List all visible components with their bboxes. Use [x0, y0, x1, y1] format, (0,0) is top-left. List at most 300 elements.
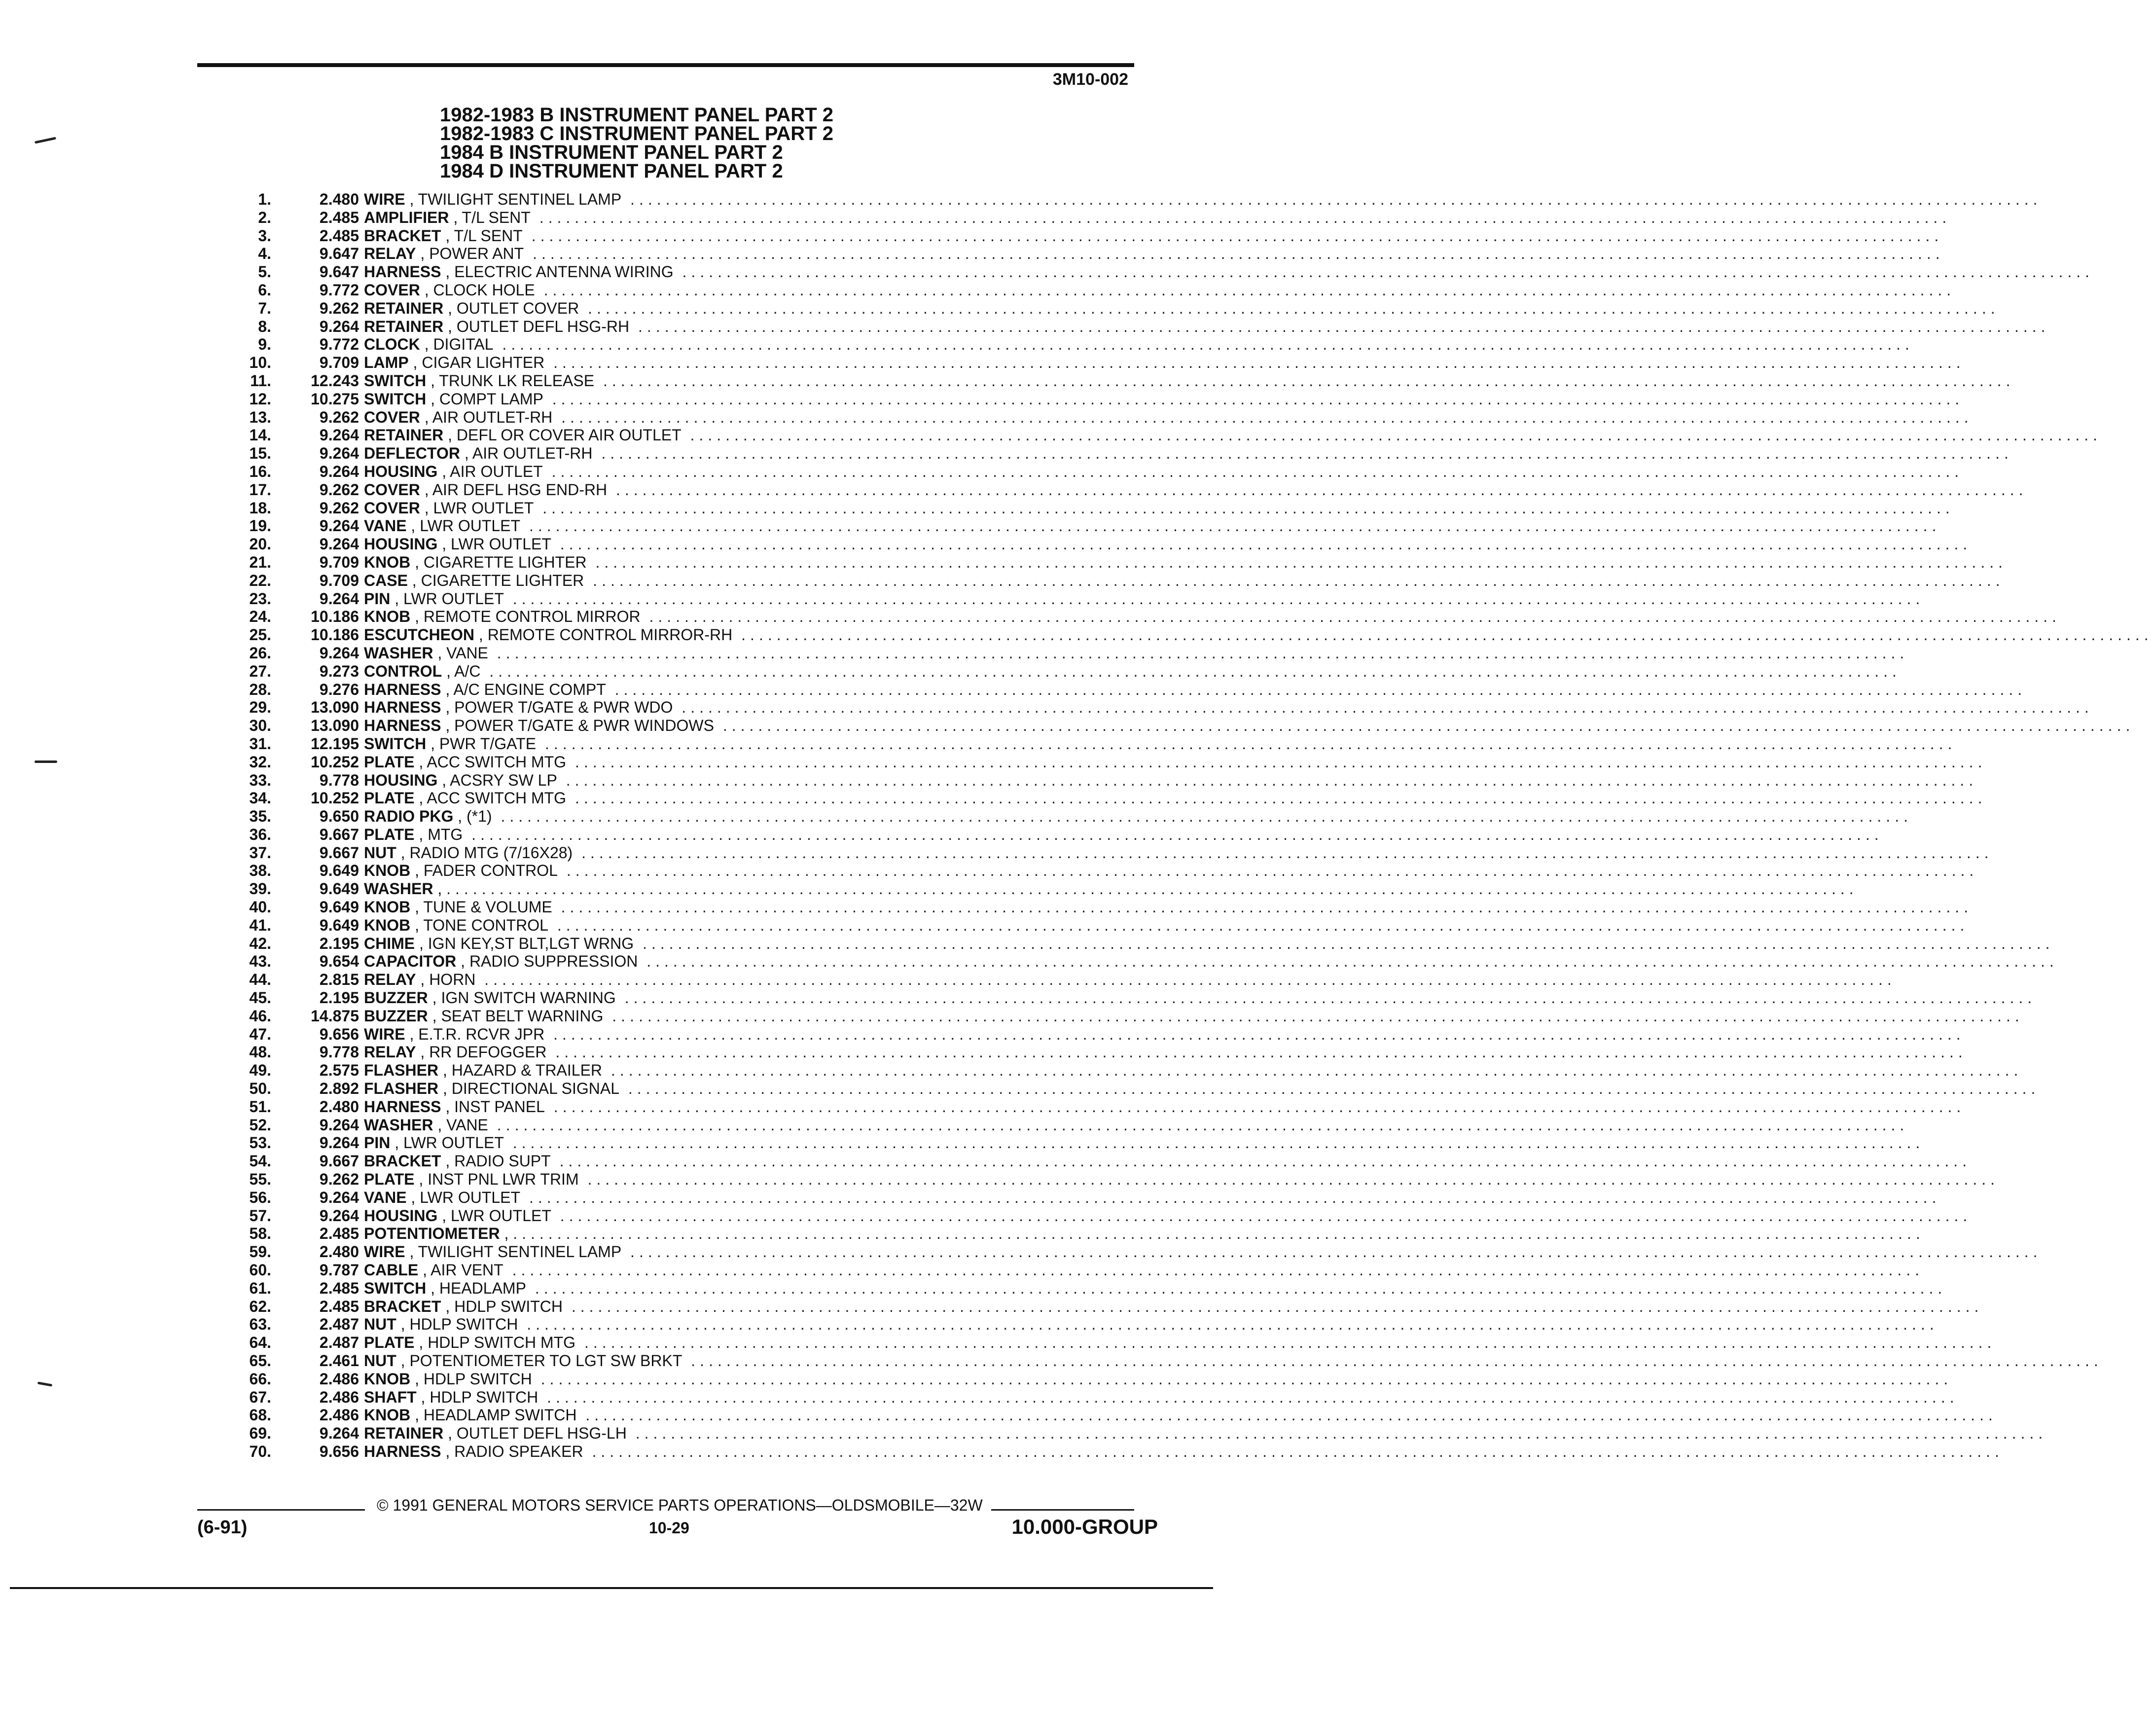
part-description: VANE , LWR OUTLET ................................................................................................................................................................: [364, 1188, 1941, 1206]
group-number: 10.252: [311, 753, 359, 771]
part-name: HARNESS: [364, 1442, 441, 1460]
part-name: SWITCH: [364, 1279, 427, 1297]
part-detail: HDLP SWITCH: [454, 1297, 563, 1315]
leader-dots: ................................................................................................................................................................: [621, 1243, 2042, 1261]
page-title-block: [440, 106, 833, 181]
group-number: 9.778: [319, 771, 359, 789]
item-number: 32.: [249, 753, 271, 771]
item-number: 3.: [258, 226, 271, 245]
leader-dots: ................................................................................................................................................................: [573, 843, 1993, 862]
page-title: 1984 D INSTRUMENT PANEL PART 2: [440, 160, 783, 182]
part-description: WASHER , VANE ................................................................................................................................................................: [364, 1116, 1909, 1134]
part-description: HOUSING , LWR OUTLET ................................................................................................................................................................: [364, 1206, 1972, 1225]
part-description: BUZZER , SEAT BELT WARNING ................................................................................................................................................................: [364, 1007, 2024, 1025]
part-detail: INST PNL LWR TRIM: [428, 1170, 579, 1189]
list-item: [242, 698, 2093, 717]
list-item: [242, 1025, 1965, 1044]
leader-dots: ................................................................................................................................................................: [575, 1334, 1996, 1352]
part-name: LAMP: [364, 354, 409, 372]
part-name: WASHER: [364, 880, 433, 898]
item-number: 22.: [249, 571, 271, 589]
part-detail: ACSRY SW LP: [450, 771, 557, 789]
part-description: BRACKET , RADIO SUPT ................................................................................................................................................................: [364, 1152, 1972, 1170]
group-number: 9.262: [319, 480, 359, 499]
part-description: RELAY , RR DEFOGGER ................................................................................................................................................................: [364, 1043, 1967, 1061]
group-number: 9.264: [319, 317, 359, 335]
leader-dots: ................................................................................................................................................................: [532, 1370, 1953, 1388]
leader-dots: ................................................................................................................................................................: [475, 971, 1896, 989]
part-description: FLASHER , HAZARD & TRAILER ................................................................................................................................................................: [364, 1061, 2023, 1080]
part-detail: CIGAR LIGHTER: [422, 354, 545, 372]
list-item: [242, 426, 2102, 444]
item-number: 7.: [258, 299, 271, 317]
group-number: 9.650: [319, 807, 359, 826]
part-description: PIN , LWR OUTLET ................................................................................................................................................................: [364, 1134, 1925, 1152]
leader-dots: ................................................................................................................................................................: [536, 734, 1957, 753]
part-name: BRACKET: [364, 226, 441, 245]
item-number: 38.: [249, 862, 271, 880]
item-number: 40.: [249, 898, 271, 916]
list-item: [242, 1442, 2004, 1461]
part-description: HOUSING , LWR OUTLET ................................................................................................................................................................: [364, 535, 1972, 553]
part-detail: POTENTIOMETER TO LGT SW BRKT: [409, 1352, 682, 1370]
part-detail: DEFL OR COVER AIR OUTLET: [456, 426, 682, 444]
item-number: 1.: [258, 190, 271, 208]
group-number: 9.654: [319, 952, 359, 971]
part-name: RETAINER: [364, 426, 444, 444]
leader-dots: ................................................................................................................................................................: [446, 880, 1858, 898]
part-detail: SEAT BELT WARNING: [441, 1007, 604, 1025]
part-detail: LWR OUTLET: [433, 499, 534, 517]
item-number: 55.: [249, 1170, 271, 1189]
list-item: [242, 662, 1901, 681]
group-number: 9.667: [319, 825, 359, 843]
part-detail: LWR OUTLET: [403, 1134, 504, 1152]
leader-dots: ................................................................................................................................................................: [503, 1261, 1924, 1279]
group-number: 9.262: [319, 299, 359, 317]
item-number: 19.: [249, 517, 271, 535]
item-number: 16.: [249, 462, 271, 480]
group-number: 9.647: [319, 245, 359, 263]
part-description: HARNESS , RADIO SPEAKER ................................................................................................................................................................: [364, 1442, 2004, 1460]
part-name: KNOB: [364, 916, 411, 934]
part-detail: OUTLET DEFL HSG-RH: [456, 317, 630, 335]
part-detail: TUNE & VOLUME: [423, 898, 552, 916]
part-name: KNOB: [364, 1370, 411, 1388]
leader-dots: ................................................................................................................................................................: [566, 789, 1987, 807]
part-description: HOUSING , ACSRY SW LP ................................................................................................................................................................: [364, 771, 1978, 789]
group-number: 9.264: [319, 426, 359, 444]
leader-dots: ................................................................................................................................................................: [542, 462, 1964, 480]
part-detail: E.T.R. RCVR JPR: [418, 1025, 545, 1043]
item-number: 12.: [249, 390, 271, 408]
item-number: 64.: [249, 1334, 271, 1352]
leader-dots: ................................................................................................................................................................: [463, 825, 1883, 843]
leader-dots: ................................................................................................................................................................: [584, 571, 2005, 589]
leader-dots: ................................................................................................................................................................: [621, 190, 2042, 208]
part-name: PLATE: [364, 1334, 415, 1352]
part-detail: AIR OUTLET: [450, 462, 543, 480]
part-name: RELAY: [364, 971, 416, 989]
leader-dots: ................................................................................................................................................................: [524, 245, 1944, 263]
leader-dots: ................................................................................................................................................................: [544, 1025, 1965, 1043]
part-name: HARNESS: [364, 680, 441, 698]
part-description: CABLE , AIR VENT ................................................................................................................................................................: [364, 1261, 1924, 1279]
item-number: 2.: [258, 208, 271, 226]
page-title: 1984 B INSTRUMENT PANEL PART 2: [440, 142, 783, 163]
group-number: 9.264: [319, 462, 359, 480]
part-detail: POWER T/GATE & PWR WINDOWS: [454, 717, 714, 735]
item-number: 33.: [249, 771, 271, 789]
leader-dots: ................................................................................................................................................................: [551, 535, 1972, 553]
part-name: SWITCH: [364, 390, 427, 408]
group-number: 2.485: [319, 226, 359, 245]
group-number: 9.264: [319, 1206, 359, 1225]
part-name: BUZZER: [364, 1007, 428, 1025]
part-description: PLATE , MTG ................................................................................................................................................................: [364, 825, 1883, 843]
part-name: RETAINER: [364, 299, 444, 317]
part-detail: HDLP SWITCH: [423, 1370, 532, 1388]
part-description: RETAINER , OUTLET DEFL HSG-LH ................................................................................................................................................................: [364, 1424, 2047, 1443]
part-description: KNOB , TONE CONTROL ................................................................................................................................................................: [364, 916, 1969, 934]
item-number: 13.: [249, 408, 271, 426]
leader-dots: ................................................................................................................................................................: [552, 408, 1973, 426]
part-description: NUT , POTENTIOMETER TO LGT SW BRKT ................................................................................................................................................................: [364, 1352, 2103, 1370]
group-number: 9.778: [319, 1043, 359, 1061]
part-detail: DIGITAL: [433, 335, 494, 354]
list-item: [242, 208, 1951, 227]
leader-dots: ................................................................................................................................................................: [551, 1206, 1972, 1225]
leader-dots: ................................................................................................................................................................: [546, 1043, 1967, 1061]
part-detail: OUTLET COVER: [456, 299, 579, 317]
list-item: [242, 608, 2061, 626]
part-description: KNOB , REMOTE CONTROL MIRROR ................................................................................................................................................................: [364, 608, 2061, 626]
part-detail: LWR OUTLET: [420, 517, 521, 535]
group-number: 2.195: [319, 989, 359, 1007]
leader-dots: ................................................................................................................................................................: [640, 608, 2061, 626]
page-title: 1982-1983 B INSTRUMENT PANEL PART 2: [440, 104, 833, 126]
item-number: 15.: [249, 444, 271, 463]
group-number: 9.649: [319, 898, 359, 916]
part-detail: VANE: [446, 1116, 488, 1134]
part-detail: TWILIGHT SENTINEL LAMP: [418, 190, 622, 208]
part-description: RELAY , POWER ANT ................................................................................................................................................................: [364, 245, 1944, 263]
part-detail: OUTLET DEFL HSG-LH: [456, 1424, 627, 1443]
group-number: 2.461: [319, 1352, 359, 1370]
part-description: PIN , LWR OUTLET ................................................................................................................................................................: [364, 589, 1925, 608]
leader-dots: ................................................................................................................................................................: [638, 952, 2058, 971]
footer-rule-left: [197, 1509, 365, 1511]
part-detail: LWR OUTLET: [451, 535, 551, 553]
list-item: [242, 1315, 1938, 1334]
part-name: CLOCK: [364, 335, 420, 354]
part-name: BUZZER: [364, 989, 428, 1007]
group-number: 9.667: [319, 843, 359, 862]
leader-dots: ................................................................................................................................................................: [550, 1152, 1972, 1170]
part-detail: CIGARETTE LIGHTER: [423, 553, 587, 571]
part-description: RADIO PKG , (*1) ................................................................................................................................................................: [364, 807, 1912, 826]
part-detail: TRUNK LK RELEASE: [439, 371, 595, 390]
list-item: [242, 1116, 1909, 1134]
list-item: [242, 245, 1944, 263]
item-number: 57.: [249, 1206, 271, 1225]
group-number: 10.186: [311, 608, 359, 626]
item-number: 43.: [249, 952, 271, 971]
part-description: PLATE , ACC SWITCH MTG ................................................................................................................................................................: [364, 753, 1987, 771]
part-description: CONTROL , A/C ................................................................................................................................................................: [364, 662, 1901, 680]
list-item: [242, 952, 2058, 971]
list-item: [242, 753, 1987, 771]
part-detail: RADIO SPEAKER: [454, 1442, 583, 1460]
part-description: CASE , CIGARETTE LIGHTER ................................................................................................................................................................: [364, 571, 2005, 589]
item-number: 36.: [249, 825, 271, 843]
part-name: WIRE: [364, 190, 405, 208]
part-description: BRACKET , T/L SENT ................................................................................................................................................................: [364, 226, 1943, 245]
part-description: PLATE , HDLP SWITCH MTG ................................................................................................................................................................: [364, 1334, 1996, 1352]
leader-dots: ................................................................................................................................................................: [714, 717, 2135, 735]
group-number: 2.815: [319, 971, 359, 989]
part-name: AMPLIFIER: [364, 208, 449, 226]
group-number: 9.264: [319, 1424, 359, 1443]
group-number: 9.273: [319, 662, 359, 680]
group-number: 2.195: [319, 934, 359, 952]
list-item: [242, 299, 2000, 318]
leader-dots: ................................................................................................................................................................: [557, 771, 1978, 789]
part-name: RELAY: [364, 1043, 416, 1061]
part-name: FLASHER: [364, 1061, 439, 1080]
part-name: WASHER: [364, 1116, 433, 1134]
list-item: [242, 717, 2135, 735]
group-number: 2.485: [319, 208, 359, 226]
item-number: 31.: [249, 734, 271, 753]
list-item: [242, 1134, 1925, 1152]
item-number: 47.: [249, 1025, 271, 1043]
part-description: RELAY , HORN ................................................................................................................................................................: [364, 971, 1896, 989]
list-item: [242, 626, 2153, 644]
item-number: 18.: [249, 499, 271, 517]
item-number: 21.: [249, 553, 271, 571]
leader-dots: ................................................................................................................................................................: [534, 499, 1954, 517]
list-item: [242, 190, 2042, 209]
part-detail: REMOTE CONTROL MIRROR: [423, 608, 641, 626]
group-number: 9.264: [319, 589, 359, 608]
item-number: 65.: [249, 1352, 271, 1370]
list-item: [242, 1206, 1972, 1225]
list-item: [242, 589, 1925, 608]
item-number: 24.: [249, 608, 271, 626]
leader-dots: ................................................................................................................................................................: [493, 335, 1914, 354]
part-description: SWITCH , COMPT LAMP ................................................................................................................................................................: [364, 390, 1964, 408]
page-title: 1982-1983 C INSTRUMENT PANEL PART 2: [440, 123, 833, 145]
part-detail: LWR OUTLET: [451, 1206, 551, 1225]
leader-dots: ................................................................................................................................................................: [576, 1406, 1997, 1424]
item-number: 52.: [249, 1116, 271, 1134]
item-number: 46.: [249, 1007, 271, 1025]
group-number: 9.262: [319, 499, 359, 517]
list-item: [242, 1334, 1996, 1352]
list-item: [242, 771, 1978, 790]
group-number: 2.485: [319, 1297, 359, 1315]
item-number: 69.: [249, 1424, 271, 1443]
part-name: WASHER: [364, 644, 433, 662]
part-detail: REMOTE CONTROL MIRROR-RH: [487, 626, 733, 644]
leader-dots: ................................................................................................................................................................: [526, 1279, 1947, 1297]
item-number: 50.: [249, 1080, 271, 1098]
part-name: PIN: [364, 589, 391, 608]
part-description: DEFLECTOR , AIR OUTLET-RH ................................................................................................................................................................: [364, 444, 2013, 463]
part-name: HARNESS: [364, 1097, 441, 1116]
part-detail: AIR OUTLET-RH: [472, 444, 593, 463]
part-detail: TONE CONTROL: [423, 916, 548, 934]
item-number: 53.: [249, 1134, 271, 1152]
group-number: 2.892: [319, 1080, 359, 1098]
list-item: [242, 734, 1957, 753]
list-item: [242, 898, 1973, 916]
top-rule: [197, 63, 1134, 67]
leader-dots: ................................................................................................................................................................: [607, 480, 2028, 499]
leader-dots: ................................................................................................................................................................: [592, 444, 2013, 463]
part-name: NUT: [364, 843, 396, 862]
part-description: KNOB , HDLP SWITCH ................................................................................................................................................................: [364, 1370, 1953, 1388]
group-number: 10.275: [311, 390, 359, 408]
group-number: 9.709: [319, 354, 359, 372]
item-number: 8.: [258, 317, 271, 335]
part-description: WIRE , TWILIGHT SENTINEL LAMP ................................................................................................................................................................: [364, 1243, 2042, 1261]
part-detail: POWER ANT: [429, 245, 524, 263]
part-name: KNOB: [364, 553, 411, 571]
list-item: [242, 371, 2015, 390]
part-description: KNOB , CIGARETTE LIGHTER ................................................................................................................................................................: [364, 553, 2007, 571]
part-name: POTENTIOMETER: [364, 1225, 500, 1243]
part-description: CHIME , IGN KEY,ST BLT,LGT WRNG ................................................................................................................................................................: [364, 934, 2054, 952]
part-detail: LWR OUTLET: [403, 589, 504, 608]
part-description: SWITCH , HEADLAMP ................................................................................................................................................................: [364, 1279, 1947, 1297]
list-item: [242, 1188, 1941, 1207]
list-item: [242, 1080, 2040, 1098]
parts-list: [242, 190, 2153, 1461]
item-number: 63.: [249, 1315, 271, 1334]
item-number: 45.: [249, 989, 271, 1007]
group-number: 9.709: [319, 571, 359, 589]
part-name: HOUSING: [364, 771, 438, 789]
part-name: VANE: [364, 1188, 407, 1206]
item-number: 30.: [249, 717, 271, 735]
list-item: [242, 1152, 1972, 1170]
part-name: RETAINER: [364, 317, 444, 335]
item-number: 29.: [249, 698, 271, 717]
part-name: PIN: [364, 1134, 391, 1152]
list-item: [242, 1097, 1966, 1116]
part-detail: ACC SWITCH MTG: [427, 789, 567, 807]
leader-dots: ................................................................................................................................................................: [548, 916, 1969, 934]
item-number: 62.: [249, 1297, 271, 1315]
part-description: KNOB , FADER CONTROL ................................................................................................................................................................: [364, 862, 1978, 880]
part-name: PLATE: [364, 825, 415, 843]
leader-dots: ................................................................................................................................................................: [488, 644, 1909, 662]
leader-dots: ................................................................................................................................................................: [673, 263, 2094, 281]
group-number: 9.264: [319, 1116, 359, 1134]
margin-mark: [37, 1381, 52, 1386]
part-description: ESCUTCHEON , REMOTE CONTROL MIRROR-RH ................................................................................................................................................................: [364, 626, 2153, 644]
group-number: 9.276: [319, 680, 359, 698]
list-item: [242, 517, 1941, 535]
part-detail: T/L SENT: [462, 208, 531, 226]
part-detail: POWER T/GATE & PWR WDO: [454, 698, 673, 717]
leader-dots: ................................................................................................................................................................: [544, 354, 1965, 372]
item-number: 51.: [249, 1097, 271, 1116]
part-name: ESCUTCHEON: [364, 626, 475, 644]
part-name: NUT: [364, 1315, 396, 1334]
list-item: [242, 1388, 1959, 1407]
part-name: PLATE: [364, 789, 415, 807]
group-number: 9.772: [319, 335, 359, 354]
group-number: 9.649: [319, 880, 359, 898]
part-name: SWITCH: [364, 734, 427, 753]
item-number: 70.: [249, 1442, 271, 1460]
part-description: RETAINER , OUTLET COVER ................................................................................................................................................................: [364, 299, 2000, 317]
part-detail: ACC SWITCH MTG: [427, 753, 567, 771]
group-number: 9.264: [319, 517, 359, 535]
leader-dots: ................................................................................................................................................................: [492, 807, 1912, 826]
part-description: BUZZER , IGN SWITCH WARNING ................................................................................................................................................................: [364, 989, 2037, 1007]
leader-dots: ................................................................................................................................................................: [530, 208, 1951, 226]
part-name: HOUSING: [364, 1206, 438, 1225]
item-number: 67.: [249, 1388, 271, 1406]
part-detail: (*1): [466, 807, 492, 826]
leader-dots: ................................................................................................................................................................: [503, 589, 1925, 608]
part-name: RETAINER: [364, 1424, 444, 1443]
leader-dots: ................................................................................................................................................................: [619, 1080, 2040, 1098]
part-name: CHIME: [364, 934, 415, 952]
item-number: 42.: [249, 934, 271, 952]
leader-dots: ................................................................................................................................................................: [732, 626, 2153, 644]
group-number: 9.264: [319, 1188, 359, 1206]
leader-dots: ................................................................................................................................................................: [566, 753, 1987, 771]
group-number: 14.875: [311, 1007, 359, 1025]
list-item: [242, 1352, 2103, 1370]
group-number: 2.486: [319, 1388, 359, 1406]
group-number: 12.243: [311, 371, 359, 390]
part-detail: A/C ENGINE COMPT: [453, 680, 606, 698]
item-number: 66.: [249, 1370, 271, 1388]
list-item: [242, 1370, 1953, 1388]
group-number: 9.262: [319, 1170, 359, 1189]
item-number: 54.: [249, 1152, 271, 1170]
list-item: [242, 571, 2005, 590]
item-number: 20.: [249, 535, 271, 553]
part-detail: INST PANEL: [454, 1097, 545, 1116]
part-description: CLOCK , DIGITAL ................................................................................................................................................................: [364, 335, 1914, 354]
part-detail: MTG: [428, 825, 463, 843]
part-detail: RADIO SUPT: [454, 1152, 551, 1170]
list-item: [242, 789, 1987, 807]
part-detail: IGN KEY,ST BLT,LGT WRNG: [428, 934, 634, 952]
part-name: RELAY: [364, 245, 416, 263]
group-number: 13.090: [311, 698, 359, 717]
leader-dots: ................................................................................................................................................................: [480, 662, 1901, 680]
part-detail: COMPT LAMP: [439, 390, 543, 408]
group-number: 13.090: [311, 717, 359, 735]
item-number: 61.: [249, 1279, 271, 1297]
item-number: 26.: [249, 644, 271, 662]
part-name: CONTROL: [364, 662, 442, 680]
group-number: 9.709: [319, 553, 359, 571]
item-number: 9.: [258, 335, 271, 354]
leader-dots: ................................................................................................................................................................: [578, 1170, 1999, 1189]
group-number: 9.667: [319, 1152, 359, 1170]
group-number: 9.656: [319, 1442, 359, 1460]
leader-dots: ................................................................................................................................................................: [583, 1442, 2004, 1460]
